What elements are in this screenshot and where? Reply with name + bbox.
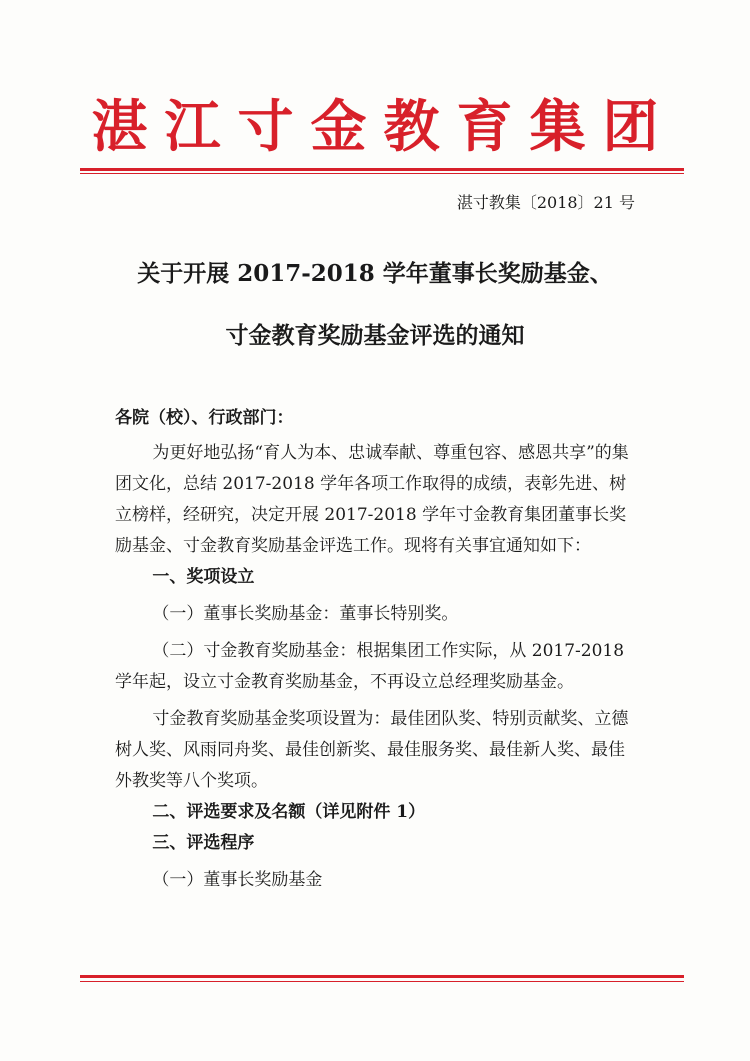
section1-item1: （一）董事长奖励基金：董事长特别奖。 bbox=[152, 604, 459, 624]
footer-rule-thick bbox=[80, 975, 684, 978]
notice-body bbox=[115, 403, 635, 896]
section1-item2: （二）寸金教育奖励基金：根据集团工作实际，从 2017-2018 学年起，设立寸金教育奖励基金，不再设立总经理奖励基金。 bbox=[115, 641, 625, 692]
letterhead-rule-thin bbox=[80, 173, 684, 174]
awards-paragraph: 寸金教育奖励基金奖项设置为：最佳团队奖、特别贡献奖、立德树人奖、风雨同舟奖、最佳创新奖、最佳服务奖、最佳新人奖、最佳外教奖等八个奖项。 bbox=[115, 709, 629, 791]
notice-title-line1: 关于开展 2017-2018 学年董事长奖励基金、 bbox=[137, 260, 613, 287]
document-number: 湛寸教集〔2018〕21 号 bbox=[456, 193, 635, 212]
intro-paragraph: 为更好地弘扬“育人为本、忠诚奉献、尊重包容、感恩共享”的集团文化，总结 2017-2018 学年各项工作取得的成绩，表彰先进、树立榜样，经研究，决定开展 2017-2018 学年寸金教育集团董事长奖励基金、寸金教育奖励基金评选工作。现将有关事宜通知如下： bbox=[115, 443, 629, 556]
salutation: 各院（校）、行政部门： bbox=[115, 408, 294, 428]
footer-rule-thin bbox=[80, 981, 684, 982]
section2-heading: 二、评选要求及名额（详见附件 1） bbox=[152, 802, 426, 822]
org-letterhead-title: 湛江寸金教育集团 bbox=[91, 94, 676, 160]
section1-heading: 一、奖项设立 bbox=[152, 567, 255, 587]
letterhead-rule-thick bbox=[80, 168, 684, 171]
section3-item1: （一）董事长奖励基金 bbox=[152, 870, 323, 890]
notice-title-line2: 寸金教育奖励基金评选的通知 bbox=[225, 322, 525, 349]
section3-heading: 三、评选程序 bbox=[152, 833, 255, 853]
